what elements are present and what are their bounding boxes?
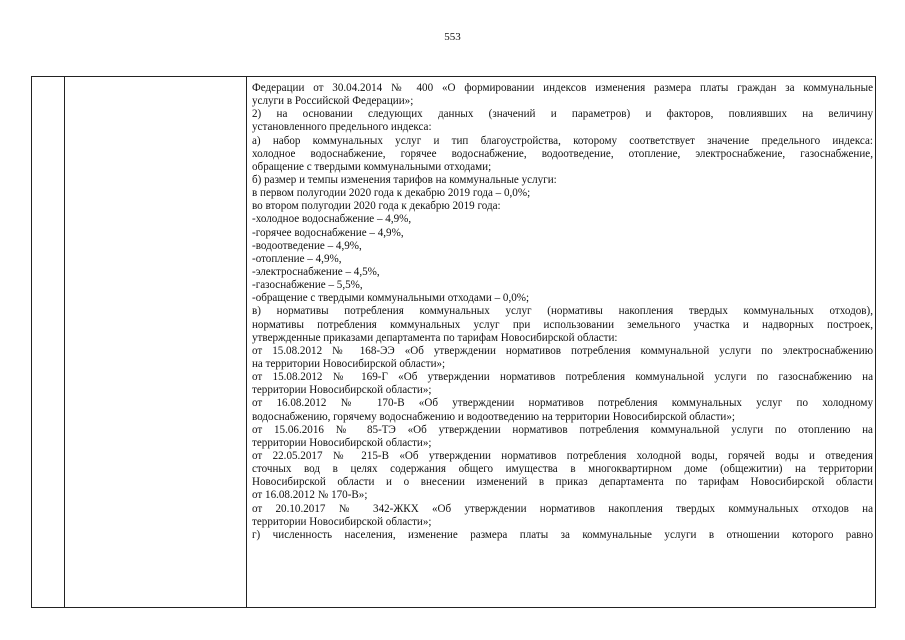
text-line: водоснабжению, горячему водоснабжению и водоотведению на территории Новосибирской области»; [252,410,735,423]
text-line: территории Новосибирской области»; [252,384,432,397]
table-cell-name [65,77,246,607]
text-line: б) размер и темпы изменения тарифов на коммунальные услуги: [252,173,557,186]
text-line: -газоснабжение – 5,5%, [252,279,363,292]
text-line: от 15.08.2012 № 169-Г «Об утверждении нормативов потребления коммунальной услуги по газоснабжению на [252,371,873,384]
table-cell-content [252,82,873,607]
text-line: -водоотведение – 4,9%, [252,239,362,252]
document-table [31,76,876,608]
column-divider [246,77,247,607]
text-line: -холодное водоснабжение – 4,9%, [252,213,412,226]
text-line: на территории Новосибирской области»; [252,357,446,370]
text-line: территории Новосибирской области»; [252,515,432,528]
text-line: сточных вод в целях содержания общего имущества в многоквартирном доме (общежитии) на территории [252,463,873,476]
text-line: -отопление – 4,9%, [252,252,342,265]
text-line: -горячее водоснабжение – 4,9%, [252,226,404,239]
text-line: а) набор коммунальных услуг и тип благоустройства, которому соответствует значение предельного индекса: [252,134,873,147]
text-line: от 22.05.2017 № 215-В «Об утверждении нормативов потребления холодной воды, горячей воды и отведения [252,449,873,462]
text-line: от 15.06.2016 № 85-ТЭ «Об утверждении нормативов потребления коммунальной услуги по отоплению на [252,423,873,436]
text-line: -электроснабжение – 4,5%, [252,265,380,278]
text-line: от 16.08.2012 № 170-В»; [252,489,368,502]
text-line: обращение с твердыми коммунальными отходами; [252,160,492,173]
text-line: 2) на основании следующих данных (значений и параметров) и факторов, повлиявших на величину [252,108,873,121]
text-line: установленного предельного индекса: [252,121,432,134]
text-line: утвержденные приказами департамента по тарифам Новосибирской области: [252,331,618,344]
text-line: территории Новосибирской области»; [252,436,432,449]
text-line: от 20.10.2017 № 342-ЖКХ «Об утверждении нормативов накопления твердых коммунальных отходов на [252,502,873,515]
text-line: -обращение с твердыми коммунальными отходами – 0,0%; [252,292,530,305]
text-line: от 15.08.2012 № 168-ЭЭ «Об утверждении нормативов потребления коммунальной услуги по электроснабжению [252,344,873,357]
text-line: Федерации от 30.04.2014 № 400 «О формировании индексов изменения размера платы граждан за коммунальные [252,82,873,94]
text-line: нормативы потребления коммунальных услуг при использовании земельного участка и надворных построек, [252,318,873,331]
page-number: 553 [444,31,461,43]
text-line: Новосибирской области и о внесении изменений в приказ департамента по тарифам Новосибирской области [252,476,873,489]
text-line: услуги в Российской Федерации»; [252,95,414,108]
text-line: холодное водоснабжение, горячее водоснабжение, водоотведение, отопление, электроснабжение, газоснабжение, [252,147,873,160]
text-line: во втором полугодии 2020 года к декабрю 2019 года: [252,200,501,213]
text-line: в) нормативы потребления коммунальных услуг (нормативы накопления твердых коммунальных отходов), [252,305,873,318]
text-line: от 16.08.2012 № 170-В «Об утверждении нормативов потребления коммунальных услуг по холодному [252,397,873,410]
text-line: в первом полугодии 2020 года к декабрю 2019 года – 0,0%; [252,187,531,200]
text-line: г) численность населения, изменение размера платы за коммунальные услуги в отношении которого равно [252,528,873,541]
table-cell-number [32,77,64,607]
